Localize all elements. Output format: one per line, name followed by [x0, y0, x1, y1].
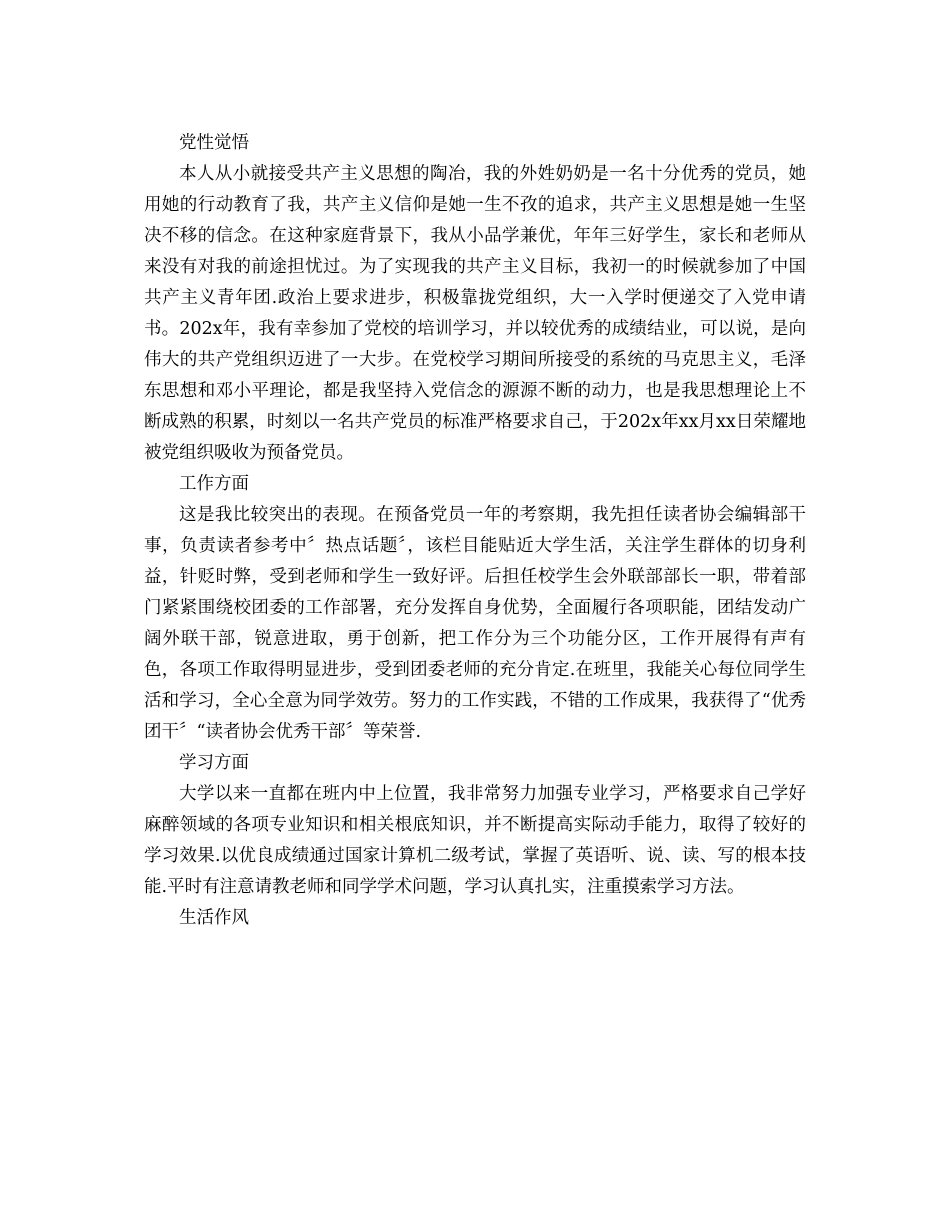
- section-body-party: 本人从小就接受共产主义思想的陶冶，我的外姓奶奶是一名十分优秀的党员，她用她的行动教育了我，共产主义信仰是她一生不孜的追求，共产主义思想是她一生坚决不移的信念。在这种家庭背景下，我从小品学兼优，年年三好学生，家长和老师从来没有对我的前途担忧过。为了实现我的共产主义目标，我初一的时候就参加了中国共产主义青年团.政治上要求进步，积极靠拢党组织，大一入学时便递交了入党申请书。202x年，我有幸参加了党校的培训学习，并以较优秀的成绩结业，可以说，是向伟大的共产党组织迈进了一大步。在党校学习期间所接受的系统的马克思主义，毛泽东思想和邓小平理论，都是我坚持入党信念的源源不断的动力，也是我思想理论上不断成熟的积累，时刻以一名共产党员的标准严格要求自己，于202x年xx月xx日荣耀地被党组织吸收为预备党员。: [144, 164, 806, 463]
- section-heading-work: 工作方面: [179, 474, 249, 494]
- section-body-work: 这是我比较突出的表现。在预备党员一年的考察期，我先担任读者协会编辑部干事，负责读者参考中〞热点话题〞，该栏目能贴近大学生活，关注学生群体的切身利益，针贬时弊，受到老师和学生一致好评。后担任校学生会外联部部长一职，带着部门紧紧围绕校团委的工作部署，充分发挥自身优势，全面履行各项职能，团结发动广阔外联干部，锐意进取，勇于创新，把工作分为三个功能分区，工作开展得有声有色，各项工作取得明显进步，受到团委老师的充分肯定.在班里，我能关心每位同学生活和学习，全心全意为同学效劳。努力的工作实践，不错的工作成果，我获得了“优秀团干〞“读者协会优秀干部〞等荣誉.: [144, 505, 806, 742]
- document-page: [144, 128, 806, 934]
- section-heading-life: 生活作风: [179, 908, 249, 928]
- section-heading-study: 学习方面: [179, 753, 249, 773]
- section-body-study: 大学以来一直都在班内中上位置，我非常努力加强专业学习，严格要求自己学好麻醉领域的各项专业知识和相关根底知识，并不断提高实际动手能力，取得了较好的学习效果.以优良成绩通过国家计算机二级考试，掌握了英语听、说、读、写的根本技能.平时有注意请教老师和同学学术问题，学习认真扎实，注重摸索学习方法。: [144, 784, 806, 897]
- section-heading-party: 党性觉悟: [179, 133, 249, 153]
